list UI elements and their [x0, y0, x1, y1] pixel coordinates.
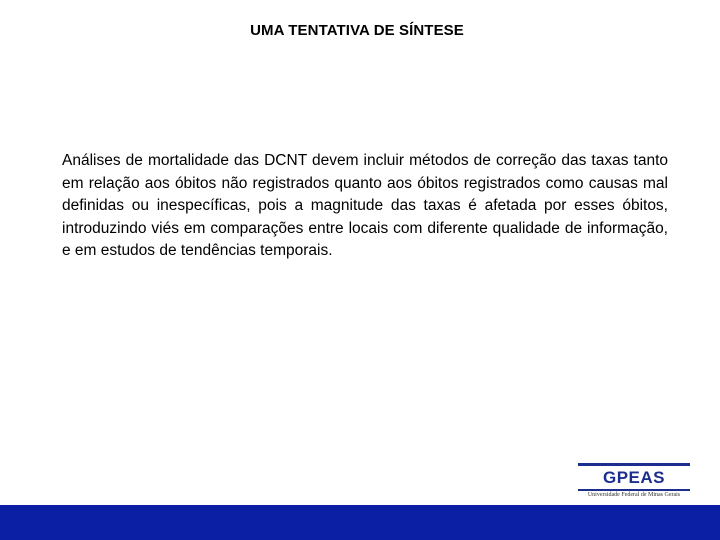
logo-text: GPEAS	[602, 468, 666, 487]
gpeas-logo	[576, 463, 692, 501]
logo-top-rule	[578, 463, 690, 466]
slide-body-text: Análises de mortalidade das DCNT devem incluir métodos de correção das taxas tanto em relação aos óbitos não registrados quanto aos óbitos registrados como causas mal definidas ou inespecíficas, pois a magnitude das taxas é afetada por esses óbitos, introduzindo viés em comparações entre locais com diferente qualidade de informação, e em estudos de tendências temporais.	[62, 152, 668, 260]
footer-bar	[0, 505, 720, 540]
logo-subtitle: Universidade Federal de Minas Gerais	[587, 492, 681, 498]
slide-title: UMA TENTATIVA DE SÍNTESE	[250, 22, 464, 39]
